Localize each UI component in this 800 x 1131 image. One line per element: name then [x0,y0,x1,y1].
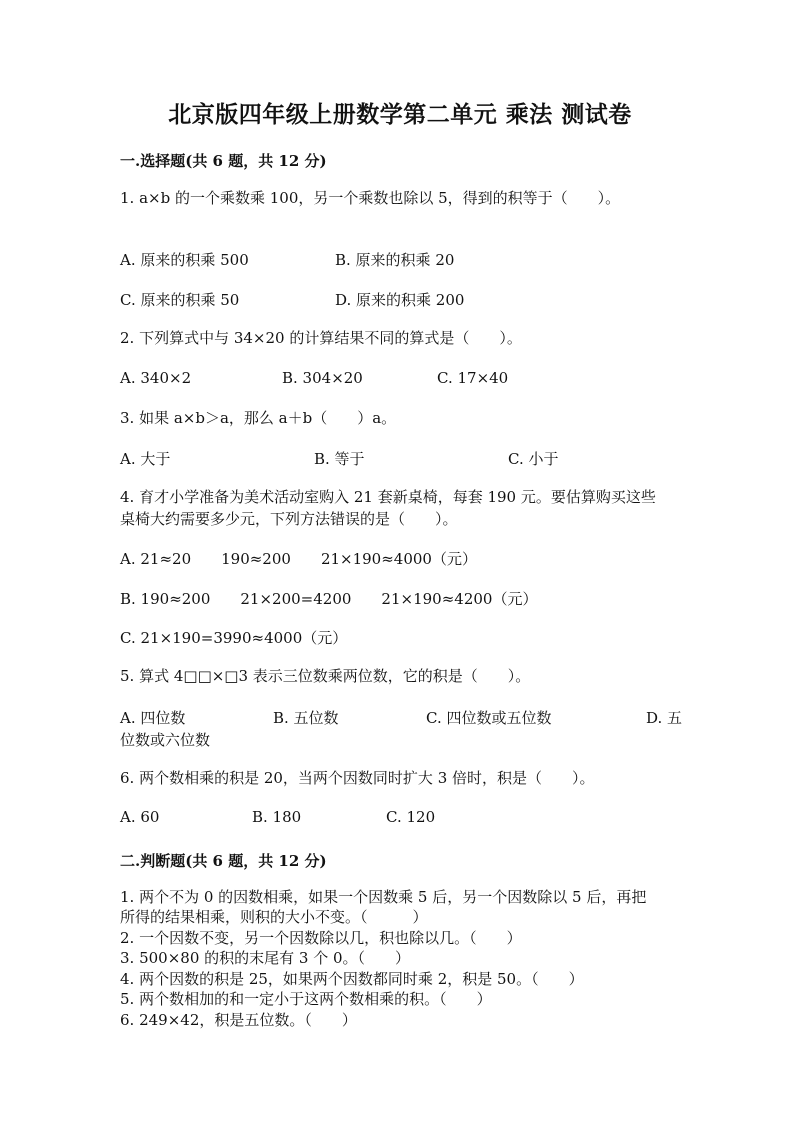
judgement-item-1-line-2: 所得的结果相乘，则积的大小不变。（ ） [120,908,428,926]
question-5-option-c: C. 四位数或五位数 [426,709,552,727]
question-4-option-c: C. 21×190=3990≈4000（元） [120,629,348,647]
question-3-option-b: B. 等于 [314,450,365,468]
question-2-option-a: A. 340×2 [120,369,192,387]
question-6-option-c: C. 120 [386,808,436,826]
question-6-stem: 6. 两个数相乘的积是 20，当两个因数同时扩大 3 倍时，积是（ ）。 [120,769,595,787]
question-6-option-a: A. 60 [120,808,160,826]
judgement-item-3: 3. 500×80 的积的末尾有 3 个 0。（ ） [120,949,411,967]
question-3-option-c: C. 小于 [508,450,559,468]
judgement-item-1-line-1: 1. 两个不为 0 的因数相乘，如果一个因数乘 5 后，另一个因数除以 5 后，再把 [120,888,647,906]
question-3-option-a: A. 大于 [120,450,171,468]
question-5-stem: 5. 算式 4□□×□3 表示三位数乘两位数，它的积是（ ）。 [120,667,531,685]
judgement-item-5: 5. 两个数相加的和一定小于这两个数相乘的积。（ ） [120,990,492,1008]
question-1-stem: 1. a×b 的一个乘数乘 100，另一个乘数也除以 5，得到的积等于（ ）。 [120,189,621,207]
section-heading-choice: 一.选择题(共 6 题，共 12 分) [120,152,327,170]
section-heading-judgement: 二.判断题(共 6 题，共 12 分) [120,852,327,870]
question-5-option-a: A. 四位数 [120,709,186,727]
question-2-option-c: C. 17×40 [437,369,509,387]
question-5-option-d-continued: 位数或六位数 [120,731,211,749]
question-1-option-b: B. 原来的积乘 20 [335,251,455,269]
question-3-stem: 3. 如果 a×b＞a，那么 a＋b（ ）a。 [120,409,397,427]
question-1-option-d: D. 原来的积乘 200 [335,291,465,309]
question-4-stem-line-1: 4. 育才小学准备为美术活动室购入 21 套新桌椅，每套 190 元。要估算购买这些 [120,488,656,506]
question-5-option-b: B. 五位数 [273,709,339,727]
question-1-option-a: A. 原来的积乘 500 [120,251,249,269]
judgement-item-2: 2. 一个因数不变，另一个因数除以几，积也除以几。（ ） [120,929,522,947]
question-2-option-b: B. 304×20 [282,369,363,387]
judgement-item-4: 4. 两个因数的积是 25，如果两个因数都同时乘 2，积是 50。（ ） [120,970,584,988]
question-2-stem: 2. 下列算式中与 34×20 的计算结果不同的算式是（ ）。 [120,329,522,347]
question-4-option-b: B. 190≈200 21×200=4200 21×190≈4200（元） [120,590,538,608]
question-1-option-c: C. 原来的积乘 50 [120,291,240,309]
question-4-stem-line-2: 桌椅大约需要多少元，下列方法错误的是（ ）。 [120,510,458,528]
judgement-item-6: 6. 249×42，积是五位数。（ ） [120,1011,357,1029]
page-title: 北京版四年级上册数学第二单元 乘法 测试卷 [168,101,632,128]
question-5-option-d: D. 五 [646,709,683,727]
question-6-option-b: B. 180 [252,808,302,826]
question-4-option-a: A. 21≈20 190≈200 21×190≈4000（元） [120,550,477,568]
